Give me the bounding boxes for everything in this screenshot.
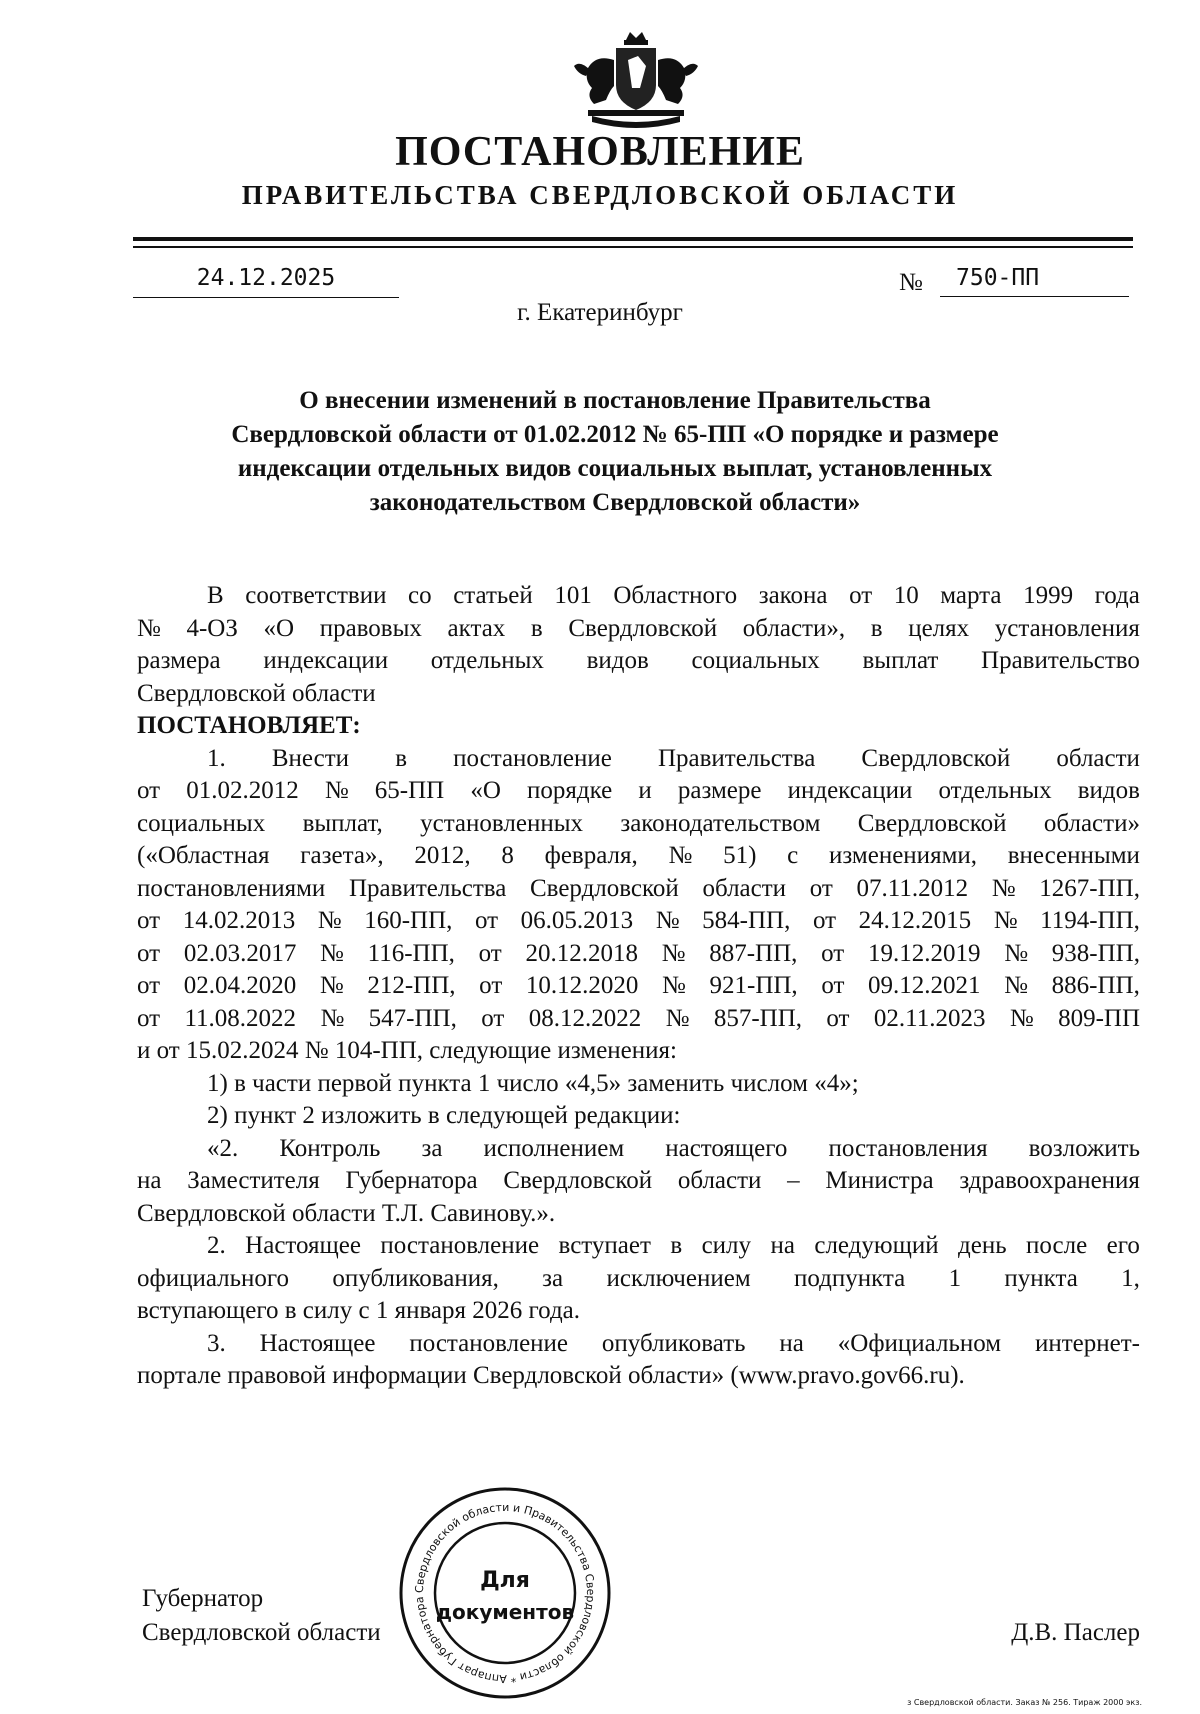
signature-position-line: Губернатор [142,1585,264,1612]
header-divider-thick [133,237,1133,241]
heading-line: индексации отдельных видов социальных выплат, установленных [237,455,993,482]
document-city: г. Екатеринбург [517,299,683,326]
body-line: и от 15.02.2024 № 104-ПП, следующие изменения: [137,1037,677,1064]
body-line: социальных выплат, установленных законодательством Свердловской области» [137,809,1140,837]
heading-line: законодательством Свердловской области» [369,489,861,516]
svg-text:Свердловской области и Правите [413,1501,597,1685]
body-line: 1. Внести в постановление Правительства Свердловской области [207,744,1140,772]
body-line: («Областная газета», 2012, 8 февраля, № 51) с изменениями, внесенными [137,842,1140,869]
stamp-center-line: Для [480,1568,530,1593]
body-line: от 11.08.2022 № 547-ПП, от 08.12.2022 № 857-ПП, от 02.11.2023 № 809-ПП [137,1004,1140,1032]
body-line: 1) в части первой пункта 1 число «4,5» заменить числом «4»; [207,1069,859,1097]
number-sign: № [899,269,923,296]
document-date: 24.12.2025 [133,261,399,298]
stamp-center-line: документов [435,1600,575,1624]
body-line: 3. Настоящее постановление опубликовать на «Официальном интернет- [207,1329,1140,1357]
body-line: Свердловской области Т.Л. Савинову.». [137,1199,556,1227]
header-divider-thin [133,246,1133,248]
body-line: размера индексации отдельных видов социальных выплат Правительство [137,647,1140,674]
body-line: № 4-ОЗ «О правовых актах в Свердловской области», в целях установления [137,614,1140,642]
body-line: вступающего в силу с 1 января 2026 года. [137,1297,581,1324]
body-line: «2. Контроль за исполнением настоящего постановления возложить [207,1134,1140,1162]
document-heading [180,384,1050,520]
body-line: 2) пункт 2 изложить в следующей редакции: [207,1102,681,1129]
body-line: официального опубликования, за исключением подпункта 1 пункта 1, [137,1264,1140,1292]
print-info: з Свердловской области. Заказ № 256. Тираж 2000 экз. [907,1698,1142,1707]
document-subtitle: ПРАВИТЕЛЬСТВА СВЕРДЛОВСКОЙ ОБЛАСТИ [241,180,959,210]
body-line: 2. Настоящее постановление вступает в силу на следующий день после его [207,1232,1140,1259]
body-line: от 02.04.2020 № 212-ПП, от 10.12.2020 № 921-ПП, от 09.12.2021 № 886-ПП, [137,972,1140,999]
stamp-ring-text: Свердловской области и Правительства Свердловской области * Аппарат Губернатора [412,1500,598,1686]
heading-line: Свердловской области от 01.02.2012 № 65-ПП «О порядке и размере [231,421,999,448]
heading-line: О внесении изменений в постановление Правительства [299,387,931,414]
body-line: постановлениями Правительства Свердловской области от 07.11.2012 № 1267-ПП, [137,874,1140,902]
body-line: на Заместителя Губернатора Свердловской области – Министра здравоохранения [137,1167,1140,1194]
document-stamp [395,1483,615,1703]
signature-position-line: Свердловской области [142,1619,381,1646]
body-line: В соответствии со статьей 101 Областного закона от 10 марта 1999 года [207,582,1140,609]
body-line: Свердловской области [137,679,376,707]
signature-position [142,1582,381,1650]
resolves-heading: ПОСТАНОВЛЯЕТ: [137,712,361,739]
body-line: от 14.02.2013 № 160-ПП, от 06.05.2013 № 584-ПП, от 24.12.2015 № 1194-ПП, [137,907,1140,934]
body-line: от 01.02.2012 № 65-ПП «О порядке и размере индексации отдельных видов [137,777,1140,804]
document-body [137,580,1140,1393]
coat-of-arms-icon [566,30,706,130]
signatory-name: Д.В. Паслер [1011,1619,1140,1646]
body-line: портале правовой информации Свердловской области» (www.pravo.gov66.ru). [137,1362,965,1389]
document-number: 750-ПП [940,261,1129,297]
body-line: от 02.03.2017 № 116-ПП, от 20.12.2018 № 887-ПП, от 19.12.2019 № 938-ПП, [137,939,1140,967]
document-title: ПОСТАНОВЛЕНИЕ [395,129,805,175]
